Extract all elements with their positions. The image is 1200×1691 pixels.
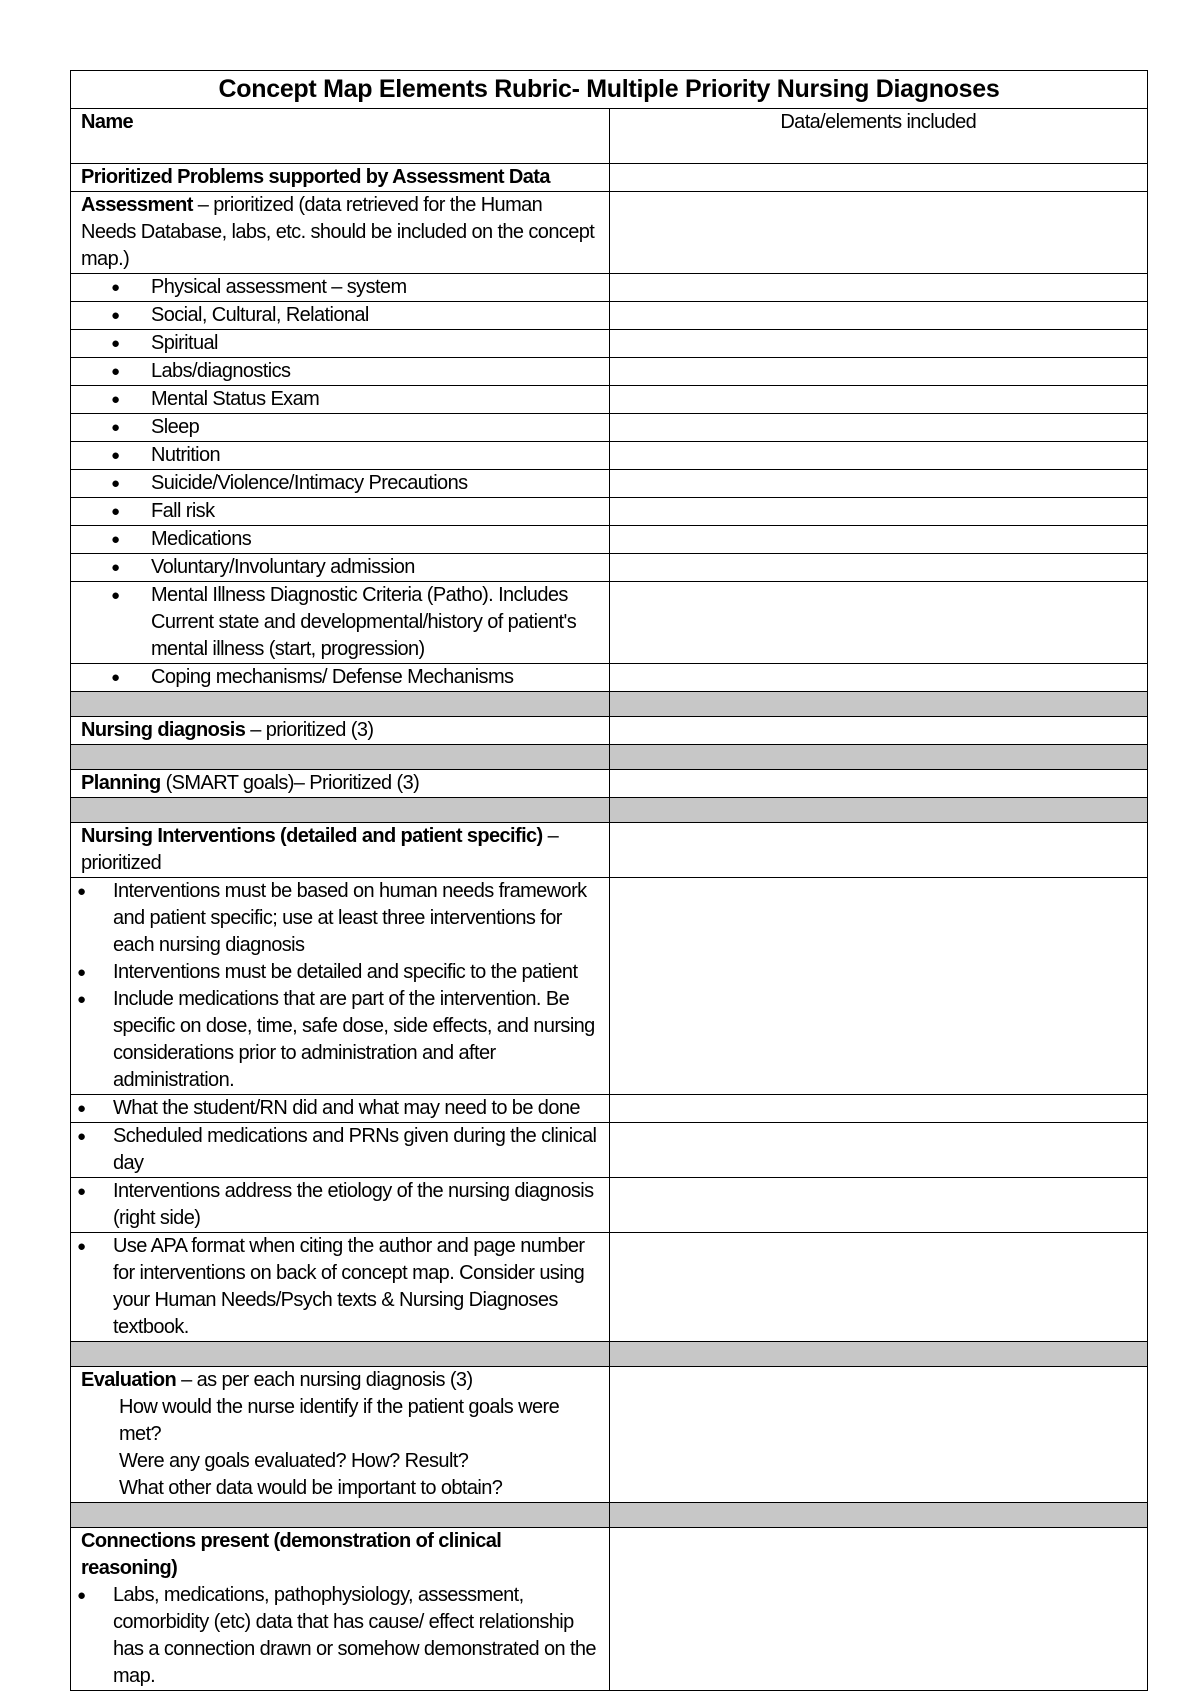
assessment-item-row	[71, 330, 1148, 358]
evaluation-label: Evaluation	[81, 1369, 177, 1391]
bullet-icon: ●	[111, 447, 120, 464]
title-row	[71, 71, 1148, 109]
nursing-diagnosis-label: Nursing diagnosis	[81, 719, 246, 741]
bullet-icon: ●	[77, 964, 86, 981]
data-cell[interactable]	[609, 358, 1148, 386]
assessment-item-text: Mental Illness Diagnostic Criteria (Patho). Includes Current state and developmental/history of patient's mental illness (start, progression)	[151, 584, 577, 660]
intervention-item-text: Scheduled medications and PRNs given during the clinical day	[113, 1125, 597, 1174]
data-cell[interactable]	[609, 1123, 1148, 1178]
nursing-diagnosis-cell	[71, 717, 610, 745]
bullet-icon: ●	[77, 991, 86, 1008]
interventions-row	[71, 823, 1148, 878]
bullet-icon: ●	[111, 363, 120, 380]
data-cell[interactable]	[609, 1367, 1148, 1503]
bullet-icon: ●	[111, 669, 120, 686]
bullet-icon: ●	[111, 559, 120, 576]
planning-label: Planning	[81, 772, 161, 794]
intervention-item-text: Interventions address the etiology of the nursing diagnosis (right side)	[113, 1180, 594, 1229]
data-cell[interactable]	[609, 470, 1148, 498]
rubric-title: Concept Map Elements Rubric- Multiple Priority Nursing Diagnoses	[71, 71, 1148, 109]
evaluation-question: How would the nurse identify if the patient goals were met?	[119, 1396, 560, 1445]
intervention-item-text: Include medications that are part of the intervention. Be specific on dose, time, safe dose, side effects, and nursing considerations prior to administration and after administration.	[113, 988, 595, 1091]
data-cell[interactable]	[609, 823, 1148, 878]
assessment-item-row	[71, 526, 1148, 554]
data-cell[interactable]	[609, 582, 1148, 664]
list-item	[81, 386, 599, 413]
bullet-icon: ●	[77, 1183, 86, 1200]
assessment-item-row	[71, 442, 1148, 470]
assessment-item-row	[71, 470, 1148, 498]
bullet-icon: ●	[77, 1238, 86, 1255]
bullet-icon: ●	[111, 475, 120, 492]
intervention-item-row	[71, 1123, 1148, 1178]
assessment-item-row	[71, 302, 1148, 330]
nursing-diagnosis-text: – prioritized (3)	[245, 719, 374, 741]
prioritized-row	[71, 164, 1148, 192]
intervention-item-row	[71, 1233, 1148, 1342]
intervention-item-row	[71, 1095, 1148, 1123]
list-item	[81, 274, 599, 301]
assessment-text: – prioritized (data retrieved for the Human Needs Database, labs, etc. should be included on the concept map.)	[81, 194, 595, 270]
assessment-item-row	[71, 582, 1148, 664]
separator-row	[71, 798, 1148, 823]
data-cell[interactable]	[609, 414, 1148, 442]
assessment-item-text: Sleep	[151, 416, 200, 438]
list-item	[77, 1233, 599, 1341]
data-cell[interactable]	[609, 302, 1148, 330]
data-cell[interactable]	[609, 1233, 1148, 1342]
list-item	[77, 986, 599, 1094]
assessment-item-row	[71, 274, 1148, 302]
intervention-item-row	[71, 1178, 1148, 1233]
assessment-item-text: Mental Status Exam	[151, 388, 320, 410]
list-item	[77, 959, 599, 986]
bullet-icon: ●	[111, 503, 120, 520]
interventions-group-row	[71, 878, 1148, 1095]
evaluation-text: – as per each nursing diagnosis (3)	[176, 1369, 473, 1391]
list-item	[81, 442, 599, 469]
evaluation-row	[71, 1367, 1148, 1503]
assessment-item-row	[71, 554, 1148, 582]
bullet-icon: ●	[111, 531, 120, 548]
bullet-icon: ●	[111, 391, 120, 408]
assessment-item-row	[71, 498, 1148, 526]
list-item	[81, 470, 599, 497]
evaluation-question: What other data would be important to obtain?	[119, 1477, 503, 1499]
list-item	[77, 1123, 599, 1177]
separator-row	[71, 745, 1148, 770]
connections-cell	[71, 1528, 610, 1691]
bullet-icon: ●	[111, 307, 120, 324]
assessment-item-text: Suicide/Violence/Intimacy Precautions	[151, 472, 468, 494]
list-item	[81, 582, 599, 663]
assessment-cell	[71, 192, 610, 274]
assessment-item-text: Labs/diagnostics	[151, 360, 291, 382]
bullet-icon: ●	[77, 883, 86, 900]
data-cell[interactable]	[609, 526, 1148, 554]
separator-row	[71, 1503, 1148, 1528]
data-cell[interactable]	[609, 878, 1148, 1095]
list-item	[77, 878, 599, 959]
interventions-label: Nursing Interventions (detailed and patient specific)	[81, 825, 543, 847]
interventions-cell	[71, 823, 610, 878]
data-cell[interactable]	[609, 164, 1148, 192]
data-cell[interactable]	[609, 442, 1148, 470]
data-cell[interactable]	[609, 770, 1148, 798]
bullet-icon: ●	[111, 279, 120, 296]
list-item	[81, 414, 599, 441]
data-cell[interactable]	[609, 274, 1148, 302]
data-cell[interactable]	[609, 554, 1148, 582]
list-item	[81, 554, 599, 581]
assessment-item-row	[71, 358, 1148, 386]
list-item	[77, 1095, 599, 1122]
data-elements-header: Data/elements included	[609, 109, 1148, 164]
interventions-group-cell	[71, 878, 610, 1095]
assessment-row	[71, 192, 1148, 274]
evaluation-question: Were any goals evaluated? How? Result?	[119, 1450, 469, 1472]
name-label: Name	[71, 109, 610, 164]
assessment-item-text: Social, Cultural, Relational	[151, 304, 369, 326]
assessment-item-text: Physical assessment – system	[151, 276, 407, 298]
assessment-item-row	[71, 386, 1148, 414]
list-item	[81, 358, 599, 385]
bullet-icon: ●	[111, 419, 120, 436]
data-cell[interactable]	[609, 330, 1148, 358]
data-cell[interactable]	[609, 1095, 1148, 1123]
assessment-item-row	[71, 414, 1148, 442]
separator-row	[71, 1342, 1148, 1367]
list-item	[77, 1582, 599, 1690]
intervention-item-text: Use APA format when citing the author and page number for interventions on back of concept map. Consider using your Human Needs/Psych texts & Nursing Diagnoses textbook.	[113, 1235, 585, 1338]
data-cell[interactable]	[609, 717, 1148, 745]
bullet-icon: ●	[111, 587, 120, 604]
planning-row	[71, 770, 1148, 798]
assessment-item-text: Fall risk	[151, 500, 215, 522]
list-item	[81, 664, 599, 691]
list-item	[81, 498, 599, 525]
data-cell[interactable]	[609, 1528, 1148, 1691]
bullet-icon: ●	[77, 1587, 86, 1604]
bullet-icon: ●	[111, 335, 120, 352]
connections-row	[71, 1528, 1148, 1691]
intervention-item-text: What the student/RN did and what may need to be done	[113, 1097, 580, 1119]
planning-text: (SMART goals)– Prioritized (3)	[160, 772, 420, 794]
assessment-item-text: Spiritual	[151, 332, 218, 354]
separator-row	[71, 692, 1148, 717]
bullet-icon: ●	[77, 1128, 86, 1145]
intervention-item-text: Interventions must be based on human needs framework and patient specific; use at least three interventions for each nursing diagnosis	[113, 880, 587, 956]
assessment-item-text: Voluntary/Involuntary admission	[151, 556, 415, 578]
prioritized-heading: Prioritized Problems supported by Assessment Data	[71, 164, 610, 192]
list-item	[77, 1178, 599, 1232]
planning-cell	[71, 770, 610, 798]
assessment-item-text: Nutrition	[151, 444, 221, 466]
data-cell[interactable]	[609, 498, 1148, 526]
assessment-item-row	[71, 664, 1148, 692]
nursing-diagnosis-row	[71, 717, 1148, 745]
list-item	[81, 330, 599, 357]
interventions-text: – prioritized	[81, 825, 559, 874]
connections-label: Connections present (demonstration of clinical reasoning)	[81, 1530, 502, 1579]
name-row	[71, 109, 1148, 164]
assessment-item-text: Coping mechanisms/ Defense Mechanisms	[151, 666, 514, 688]
intervention-item-text: Interventions must be detailed and specific to the patient	[113, 961, 578, 983]
assessment-label: Assessment	[81, 194, 193, 216]
evaluation-cell	[71, 1367, 610, 1503]
data-cell[interactable]	[609, 664, 1148, 692]
data-cell[interactable]	[609, 1178, 1148, 1233]
list-item	[81, 526, 599, 553]
assessment-item-text: Medications	[151, 528, 252, 550]
connections-item-text: Labs, medications, pathophysiology, assessment, comorbidity (etc) data that has cause/ effect relationship has a connection drawn or somehow demonstrated on the map.	[113, 1584, 596, 1687]
rubric-table	[70, 70, 1148, 1691]
list-item	[81, 302, 599, 329]
bullet-icon: ●	[77, 1100, 86, 1117]
data-cell[interactable]	[609, 192, 1148, 274]
data-cell[interactable]	[609, 386, 1148, 414]
